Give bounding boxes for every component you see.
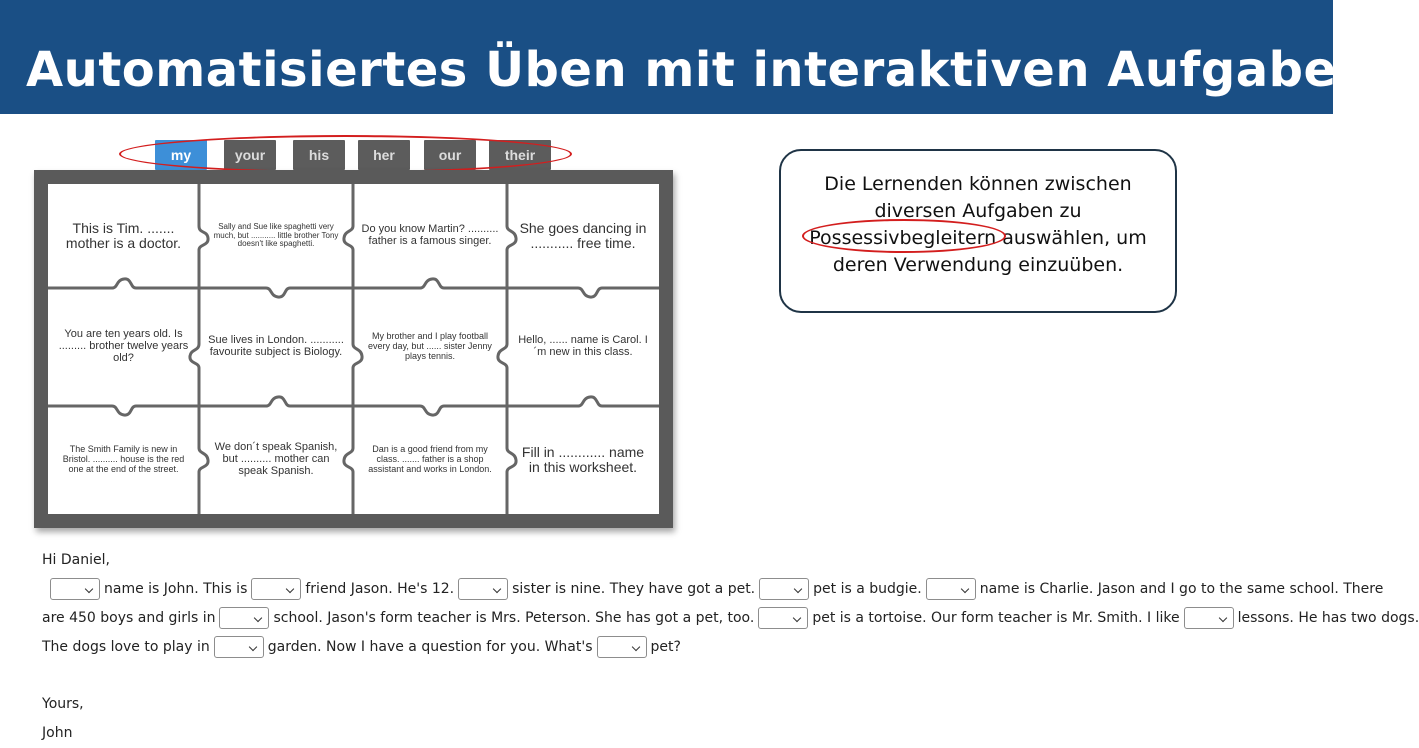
puzzle-piece[interactable]: My brother and I play football every day, but ...... sister Jenny plays tennis.: [368, 331, 492, 361]
gap-dropdown[interactable]: [50, 578, 100, 600]
letter-greeting: Hi Daniel,: [42, 552, 110, 568]
tab-our[interactable]: our: [424, 140, 476, 170]
letter-text: name is Charlie. Jason and I go to the same school. There: [979, 581, 1384, 597]
puzzle-grid: [48, 184, 659, 514]
puzzle-piece[interactable]: Sally and Sue like spaghetti very much, but ........... little brother Tony doesn't like spaghetti.: [213, 222, 339, 249]
letter-text: friend Jason. He's 12.: [305, 581, 455, 597]
letter-text: The dogs love to play in: [42, 639, 210, 655]
puzzle-piece[interactable]: Fill in ............ name in this worksheet.: [521, 443, 645, 475]
letter-line-2: [42, 606, 1419, 630]
gap-dropdown[interactable]: [597, 636, 647, 658]
puzzle-piece[interactable]: You are ten years old. Is ......... brother twelve years old?: [58, 328, 189, 364]
letter-line-3: [42, 635, 681, 659]
puzzle-piece[interactable]: The Smith Family is new in Bristol. .......... house is the red one at the end of the street.: [62, 444, 185, 474]
keyword-highlight-ring: [802, 219, 1006, 253]
puzzle-piece[interactable]: This is Tim. ....... mother is a doctor.: [65, 219, 182, 251]
tabs-highlight-ring: [119, 135, 572, 173]
letter-text: are 450 boys and girls in: [42, 610, 216, 626]
gap-dropdown[interactable]: [926, 578, 976, 600]
gap-dropdown[interactable]: [758, 607, 808, 629]
letter-line-1: [46, 577, 1383, 601]
letter-text: school. Jason's form teacher is Mrs. Peterson. She has got a pet, too.: [273, 610, 755, 626]
gap-dropdown[interactable]: [219, 607, 269, 629]
gap-dropdown[interactable]: [458, 578, 508, 600]
tab-their[interactable]: their: [489, 140, 551, 170]
letter-text: name is John. This is: [104, 581, 248, 597]
header-bar: [0, 0, 1372, 114]
gap-dropdown[interactable]: [759, 578, 809, 600]
letter-text: garden. Now I have a question for you. What's: [267, 639, 593, 655]
letter-text: pet is a budgie.: [813, 581, 922, 597]
puzzle-piece[interactable]: Dan is a good friend from my class. ....... father is a shop assistant and works in London.: [368, 444, 492, 474]
gap-dropdown[interactable]: [251, 578, 301, 600]
puzzle-piece[interactable]: She goes dancing in ........... free time.: [519, 219, 647, 251]
puzzle-piece[interactable]: Do you know Martin? .......... father is a famous singer.: [361, 223, 499, 247]
letter-closing: Yours,: [42, 696, 84, 712]
puzzle-piece[interactable]: We don´t speak Spanish, but .......... mother can speak Spanish.: [214, 441, 338, 477]
puzzle-piece[interactable]: Hello, ...... name is Carol. I´m new in this class.: [518, 334, 648, 358]
puzzle-piece[interactable]: Sue lives in London. ........... favourite subject is Biology.: [208, 334, 344, 358]
tab-her[interactable]: her: [358, 140, 410, 170]
gap-dropdown[interactable]: [1184, 607, 1234, 629]
callout-text: Die Lernenden können zwischen diversen Aufgaben zu Possessivbegleitern auswählen, um deren Verwendung einzuüben.: [809, 173, 1147, 276]
tab-my[interactable]: my: [155, 140, 207, 170]
letter-text: pet?: [650, 639, 681, 655]
puzzle-board: [34, 170, 673, 528]
tab-your[interactable]: your: [224, 140, 276, 170]
letter-text: sister is nine. They have got a pet.: [512, 581, 756, 597]
gap-dropdown[interactable]: [214, 636, 264, 658]
page-title: Automatisiertes Üben mit interaktiven Aufgaben: [26, 42, 1372, 98]
letter-text: lessons. He has two dogs.: [1237, 610, 1419, 626]
tab-his[interactable]: his: [293, 140, 345, 170]
letter-text: pet is a tortoise. Our form teacher is Mr. Smith. I like: [812, 610, 1180, 626]
letter-signature: John: [42, 725, 73, 741]
